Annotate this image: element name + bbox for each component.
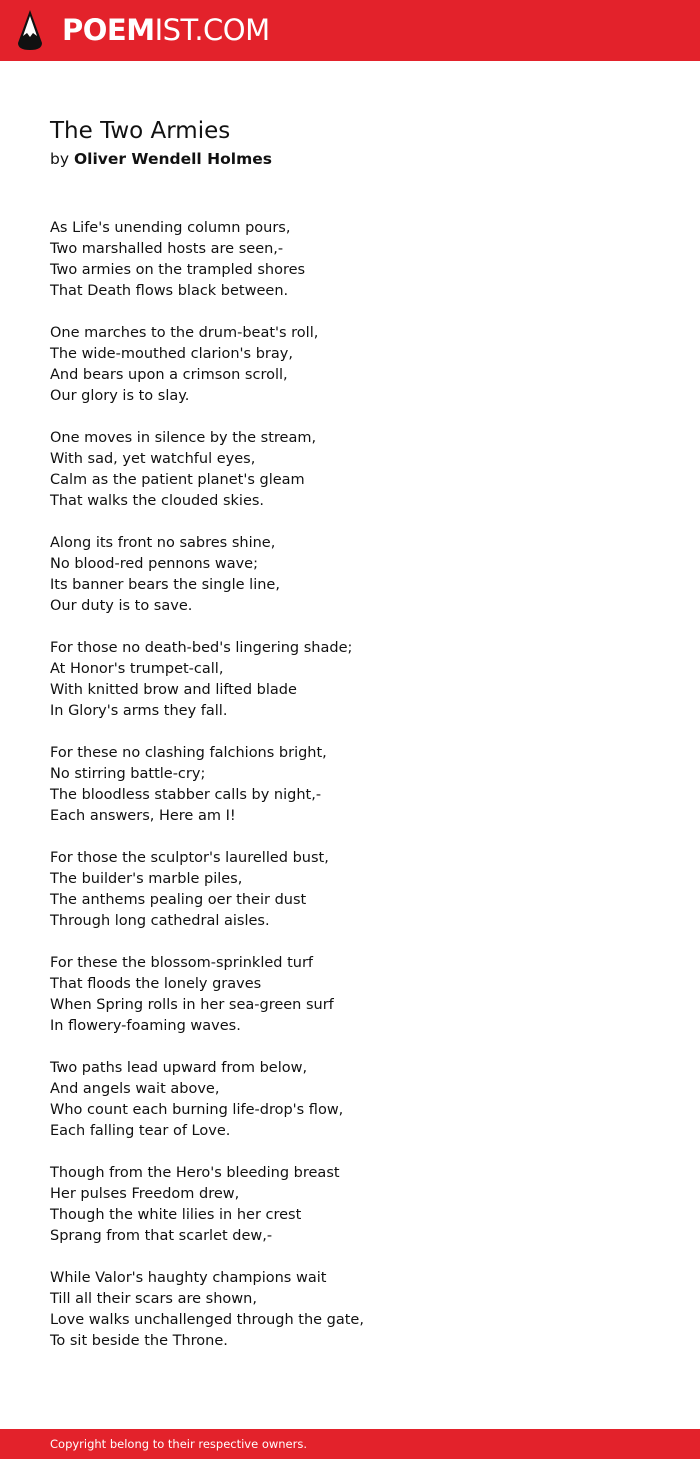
stanza (50, 218, 650, 302)
poem-line: While Valor's haughty champions wait (50, 1270, 327, 1286)
stanza (50, 1058, 650, 1142)
poem-line: Calm as the patient planet's gleam (50, 472, 305, 488)
poem-line: Though the white lilies in her crest (50, 1207, 302, 1223)
copyright-notice: Copyright belong to their respective owners. (50, 1437, 308, 1451)
poem-line: That Death flows black between. (50, 283, 289, 299)
poem-line: To sit beside the Throne. (50, 1333, 228, 1349)
poem-line: Two marshalled hosts are seen,- (50, 241, 284, 257)
poem-line: And bears upon a crimson scroll, (50, 367, 288, 383)
byline (50, 148, 272, 170)
poem-line: Along its front no sabres shine, (50, 535, 276, 551)
poem-line: Till all their scars are shown, (50, 1291, 257, 1307)
poem-line: Her pulses Freedom drew, (50, 1186, 240, 1202)
poem-line: One moves in silence by the stream, (50, 430, 317, 446)
poem-line: In flowery-foaming waves. (50, 1018, 241, 1034)
poem-line: That walks the clouded skies. (50, 493, 265, 509)
stanza (50, 1268, 650, 1352)
poem-line: With sad, yet watchful eyes, (50, 451, 256, 467)
stanza (50, 848, 650, 932)
site-footer (0, 1429, 700, 1459)
poem-line: Each falling tear of Love. (50, 1123, 231, 1139)
poem-line: The wide-mouthed clarion's bray, (50, 346, 293, 362)
poem-line: That floods the lonely graves (50, 976, 262, 992)
poem-line: Each answers, Here am I! (50, 808, 236, 824)
stanza (50, 953, 650, 1037)
stanza (50, 533, 650, 617)
poem-line: For these no clashing falchions bright, (50, 745, 327, 761)
poem-line: When Spring rolls in her sea-green surf (50, 997, 334, 1013)
author-name: Oliver Wendell Holmes (73, 150, 272, 168)
poem-line: Love walks unchallenged through the gate, (50, 1312, 364, 1328)
pencil-tip-icon (17, 9, 43, 51)
poem-line: Our duty is to save. (50, 598, 193, 614)
stanza (50, 1163, 650, 1247)
poem-line: The builder's marble piles, (50, 871, 243, 887)
stanza (50, 323, 650, 407)
poem-line: In Glory's arms they fall. (50, 703, 228, 719)
site-header (0, 0, 700, 61)
poem-title: The Two Armies (50, 118, 231, 144)
poem-line: Two paths lead upward from below, (50, 1060, 308, 1076)
site-logo[interactable] (17, 9, 270, 51)
poem-line: The bloodless stabber calls by night,- (50, 787, 322, 803)
poem-line: And angels wait above, (50, 1081, 220, 1097)
poem-line: Its banner bears the single line, (50, 577, 280, 593)
poem-line: For those the sculptor's laurelled bust, (50, 850, 329, 866)
poem-line: Who count each burning life-drop's flow, (50, 1102, 344, 1118)
poem-line: The anthems pealing oer their dust (50, 892, 307, 908)
poem-line: Two armies on the trampled shores (50, 262, 306, 278)
poem-line: Through long cathedral aisles. (50, 913, 270, 929)
poem-line: At Honor's trumpet-call, (50, 661, 224, 677)
stanza (50, 428, 650, 512)
poem-line: No blood-red pennons wave; (50, 556, 258, 572)
poem-line: Though from the Hero's bleeding breast (50, 1165, 340, 1181)
poem-line: One marches to the drum-beat's roll, (50, 325, 319, 341)
poem-line: For these the blossom-sprinkled turf (50, 955, 314, 971)
poem-line: With knitted brow and lifted blade (50, 682, 297, 698)
site-logo-text (62, 9, 270, 51)
poem-line: For those no death-bed's lingering shade; (50, 640, 353, 656)
poem-body (50, 218, 650, 1373)
stanza (50, 743, 650, 827)
poem-line: As Life's unending column pours, (50, 220, 291, 236)
poem-line: No stirring battle-cry; (50, 766, 206, 782)
logo-bold-text: POEM (62, 13, 155, 47)
byline-label: by (50, 150, 70, 168)
stanza (50, 638, 650, 722)
logo-light-text: IST.COM (154, 13, 270, 47)
poem-line: Sprang from that scarlet dew,- (50, 1228, 273, 1244)
poem-line: Our glory is to slay. (50, 388, 190, 404)
